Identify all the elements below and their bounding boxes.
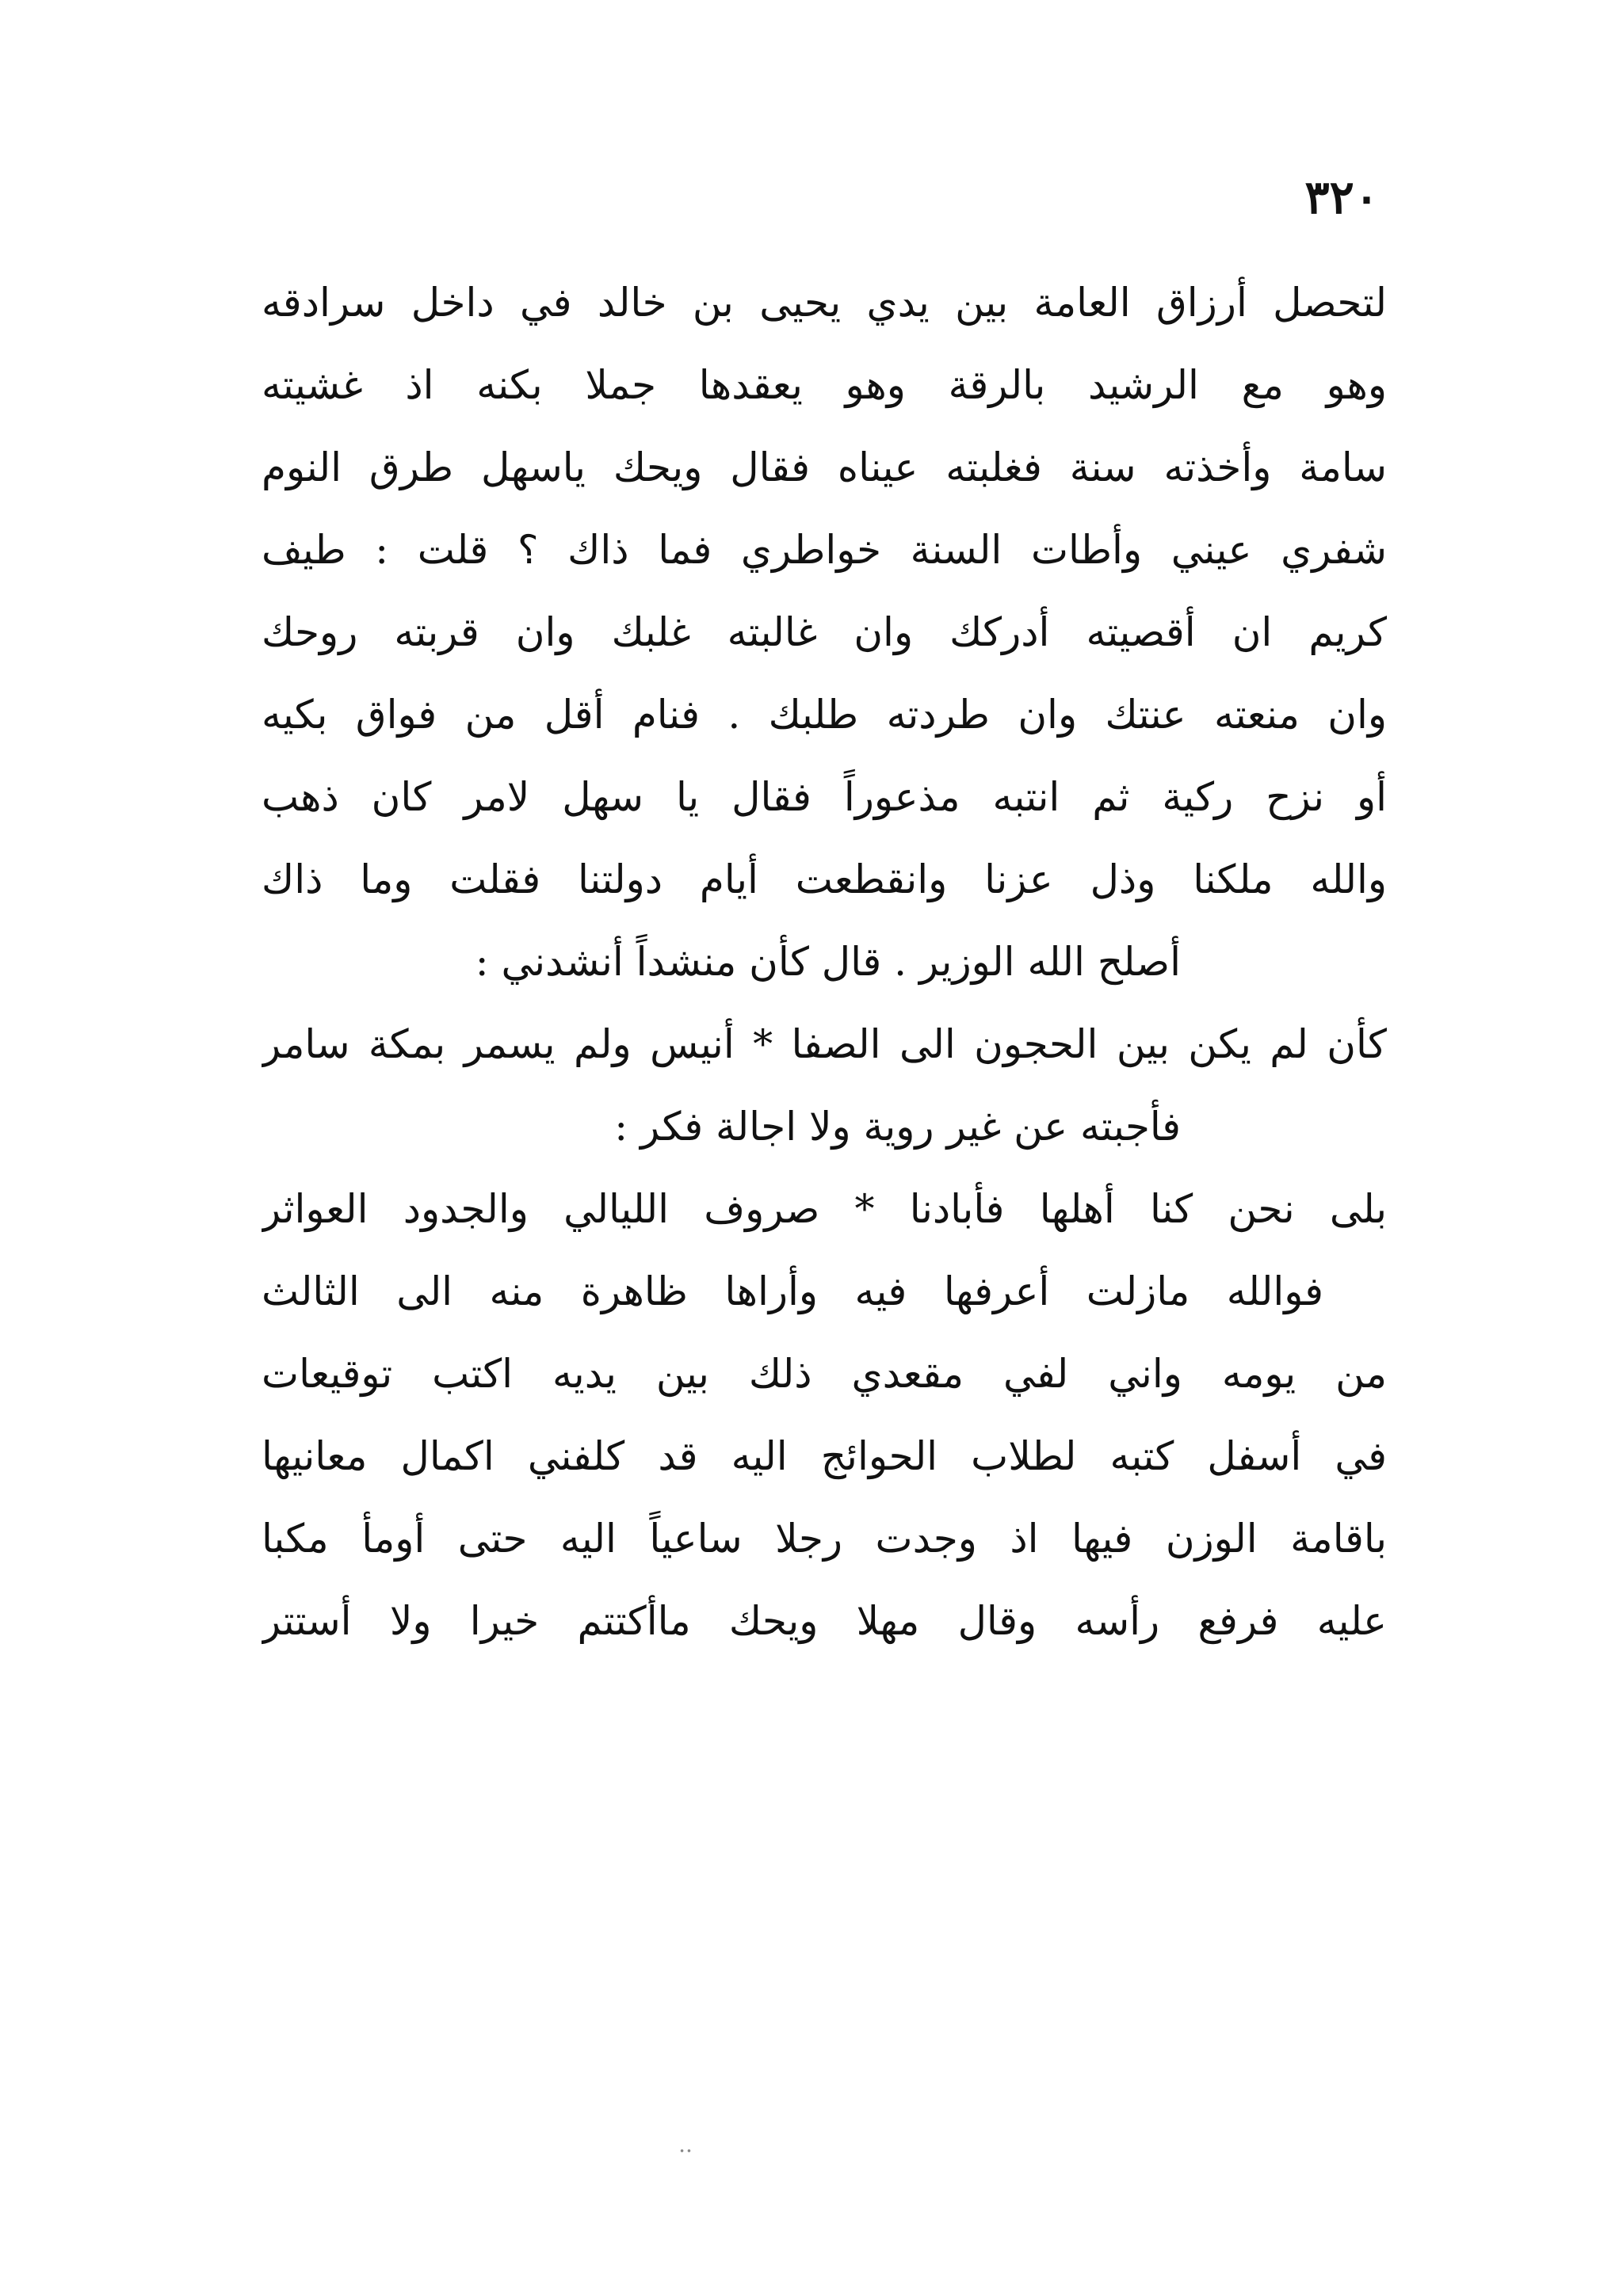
text-line: سامة وأخذته سنة فغلبته عيناه فقال ويحك ياسهل طرق النوم [262,444,1387,490]
footer-mark: .. [678,2131,693,2157]
text-line: كريم ان أقصيته أدركك وان غالبته غلبك وان قربته روحك [262,609,1387,655]
verse-line: بلى نحن كنا أهلها فأبادنا * صروف الليالي والجدود العواثر [262,1186,1387,1232]
text-line: باقامة الوزن فيها اذ وجدت رجلا ساعياً اليه حتى أومأ مكبا [262,1516,1387,1562]
text-line: لتحصل أرزاق العامة بين يدي يحيى بن خالد في داخل سرادقه [262,280,1387,326]
text-line: فوالله مازلت أعرفها فيه وأراها ظاهرة منه الى الثالث [262,1268,1323,1314]
text-line: شفري عيني وأطات السنة خواطري فما ذاك ؟ قلت : طيف [262,527,1387,573]
text-line: أو نزح ركية ثم انتبه مذعوراً فقال يا سهل لامر كان ذهب [262,774,1387,820]
verse-line: كأن لم يكن بين الحجون الى الصفا * أنيس ولم يسمر بمكة سامر [262,1021,1387,1067]
text-line: وان منعته عنتك وان طردته طلبك . فنام أقل من فواق بكيه [262,692,1387,738]
body-text [262,261,1387,1662]
page-number: ٣٢٠ [1304,170,1379,224]
text-line: أصلح الله الوزير . قال كأن منشداً أنشدني : [475,939,1181,985]
text-line: من يومه واني لفي مقعدي ذلك بين يديه اكتب توقيعات [262,1351,1387,1397]
text-line: وهو مع الرشيد بالرقة وهو يعقدها جملا بكنه اذ غشيته [262,362,1387,408]
text-line: والله ملكنا وذل عزنا وانقطعت أيام دولتنا فقلت وما ذاك [262,856,1387,902]
text-line: فأجبته عن غير روية ولا اجالة فكر : [614,1104,1181,1150]
text-line: في أسفل كتبه لطلاب الحوائج اليه قد كلفني اكمال معانيها [262,1433,1387,1479]
text-line: عليه فرفع رأسه وقال مهلا ويحك ماأكتتم خيرا ولا أستتر [262,1598,1387,1644]
